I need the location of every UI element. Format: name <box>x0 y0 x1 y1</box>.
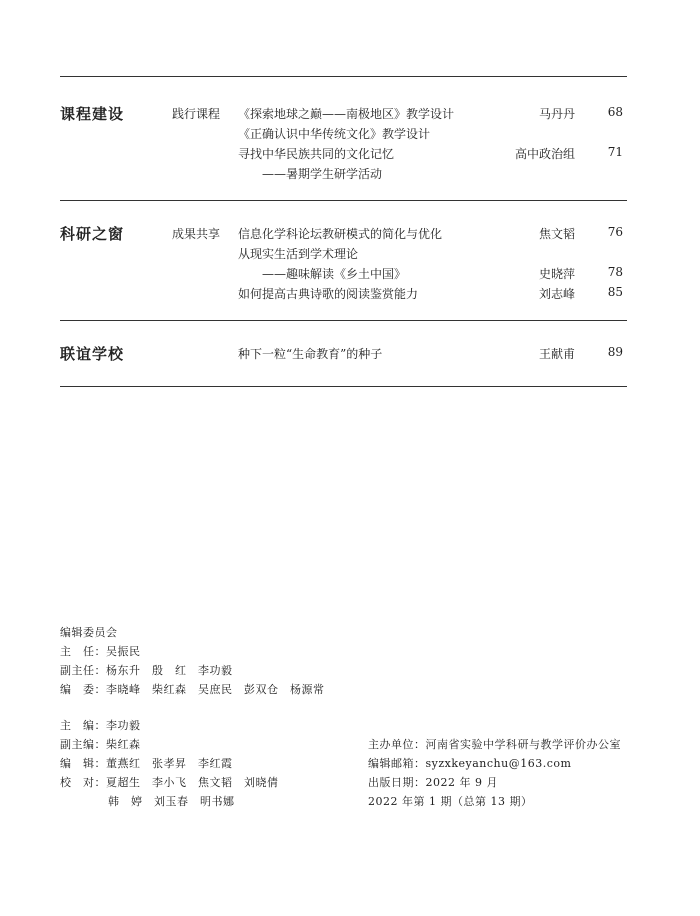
director-label: 主 任： <box>60 645 106 658</box>
article-author: 史晓萍 <box>538 267 575 281</box>
article-page: 76 <box>607 225 623 239</box>
chief-editor-label: 主 编： <box>60 719 106 732</box>
section-title: 课程建设 <box>60 105 125 123</box>
deputy-editor-line <box>60 736 141 752</box>
director-line <box>60 643 141 659</box>
divider-bottom <box>60 386 627 387</box>
deputy-editor-label: 副主编： <box>60 738 106 751</box>
article-title[interactable]: 信息化学科论坛教研模式的简化与优化 <box>238 227 443 241</box>
proofreaders-line <box>60 774 279 790</box>
article-subtitle: ——暑期学生研学活动 <box>262 167 383 181</box>
chief-editor-name: 李功毅 <box>106 719 141 732</box>
article-author: 高中政治组 <box>514 147 575 161</box>
article-subtitle: ——趣味解读《乡土中国》 <box>262 267 407 281</box>
vice-director-label: 副主任： <box>60 664 106 677</box>
editors-line <box>60 755 233 771</box>
members-line <box>60 681 325 697</box>
vice-director-line <box>60 662 233 678</box>
article-page: 85 <box>607 285 623 299</box>
section-title: 联谊学校 <box>60 345 125 363</box>
divider-section-1 <box>60 200 627 201</box>
proofreaders-line-2: 韩 婷 刘玉春 明书娜 <box>108 795 235 808</box>
vice-director-names: 杨东升 殷 红 李功毅 <box>106 664 233 677</box>
article-title[interactable]: 《探索地球之巅——南极地区》教学设计 <box>238 107 455 121</box>
divider-section-2 <box>60 320 627 321</box>
publication-date: 2022 年 9 月 <box>425 776 498 789</box>
director-name: 吴振民 <box>106 645 141 658</box>
article-title[interactable]: 寻找中华民族共同的文化记忆 <box>238 147 395 161</box>
section-subtitle: 成果共享 <box>172 227 221 241</box>
article-title[interactable]: 种下一粒“生命教育”的种子 <box>238 347 383 361</box>
chief-editor-line <box>60 717 141 733</box>
article-title[interactable]: 从现实生活到学术理论 <box>238 247 359 261</box>
committee-heading: 编辑委员会 <box>60 626 118 639</box>
article-author: 马丹丹 <box>538 107 575 121</box>
email-address[interactable]: syzxkeyanchu@163.com <box>425 757 572 770</box>
editors-label: 编 辑： <box>60 757 106 770</box>
article-page: 78 <box>607 265 623 279</box>
date-label: 出版日期： <box>368 776 426 789</box>
issue-number: 2022 年第 1 期（总第 13 期） <box>368 795 533 808</box>
article-author: 王献甫 <box>538 347 575 361</box>
article-page: 71 <box>607 145 623 159</box>
members-label: 编 委： <box>60 683 106 696</box>
sponsor-line <box>368 736 621 752</box>
date-line <box>368 774 498 790</box>
article-author: 焦文韬 <box>538 227 575 241</box>
sponsor-name: 河南省实验中学科研与教学评价办公室 <box>425 738 621 751</box>
sponsor-label: 主办单位： <box>368 738 426 751</box>
divider-top <box>60 76 627 77</box>
proofreaders-names: 夏超生 李小飞 焦文韬 刘晓倩 <box>106 776 279 789</box>
email-line <box>368 755 571 771</box>
members-names: 李晓峰 柴红森 吴庶民 彭双仓 杨源常 <box>106 683 325 696</box>
article-title[interactable]: 《正确认识中华传统文化》教学设计 <box>238 127 431 141</box>
proofreaders-label: 校 对： <box>60 776 106 789</box>
article-page: 68 <box>607 105 623 119</box>
email-label: 编辑邮箱： <box>368 757 426 770</box>
article-author: 刘志峰 <box>538 287 575 301</box>
section-subtitle: 践行课程 <box>172 107 221 121</box>
article-page: 89 <box>607 345 623 359</box>
deputy-editor-name: 柴红森 <box>106 738 141 751</box>
section-title: 科研之窗 <box>60 225 125 243</box>
article-title[interactable]: 如何提高古典诗歌的阅读鉴赏能力 <box>238 287 419 301</box>
editors-names: 董燕红 张孝昇 李红霞 <box>106 757 233 770</box>
